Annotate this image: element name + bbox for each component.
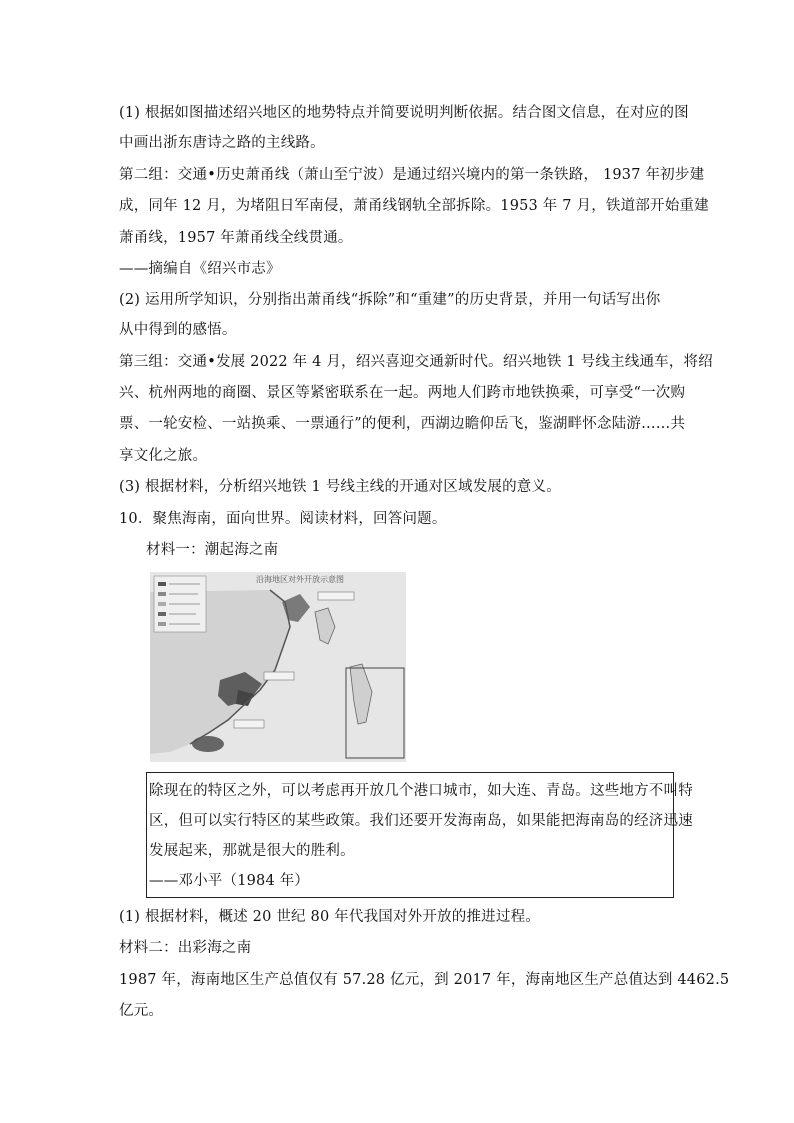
group-2-line-1: 第二组：交通•历史萧甬线（萧山至宁波）是通过绍兴境内的第一条铁路， 1937 年初步建 [119, 167, 705, 183]
question-10-stem: 10．聚焦海南，面向世界。阅读材料，回答问题。 [119, 511, 447, 527]
group-2-line-3: 萧甬线，1957 年萧甬线全线贯通。 [119, 230, 353, 246]
group-3-line-4: 享文化之旅。 [119, 448, 208, 464]
source-citation: ——摘编自《绍兴市志》 [119, 261, 281, 277]
coastal-opening-map [150, 572, 406, 762]
quote-line-2: 区，但可以实行特区的某些政策。我们还要开发海南岛，如果能把海南岛的经济迅速 [149, 813, 693, 829]
question-10-1: (1) 根据材料，概述 20 世纪 80 年代我国对外开放的推进过程。 [119, 909, 540, 925]
question-9-1-line-1: (1) 根据如图描述绍兴地区的地势特点并简要说明判断依据。结合图文信息，在对应的图 [119, 105, 689, 121]
material-2-line-2: 亿元。 [119, 1003, 164, 1019]
group-3-line-1: 第三组：交通•发展 2022 年 4 月，绍兴喜迎交通新时代。绍兴地铁 1 号线主线通车，将绍 [119, 354, 713, 370]
deng-xiaoping-quote-box [146, 772, 693, 898]
group-2-line-2: 成，同年 12 月，为堵阻日军南侵，萧甬线钢轨全部拆除。1953 年 7 月，铁道部开始重建 [119, 198, 709, 214]
material-2-title: 材料二：出彩海之南 [119, 940, 252, 956]
group-3-line-2: 兴、杭州两地的商圈、景区等紧密联系在一起。两地人们跨市地铁换乘，可享受“一次购 [119, 385, 686, 401]
material-1-title: 材料一：潮起海之南 [146, 542, 279, 558]
quote-attribution: ——邓小平（1984 年） [149, 873, 310, 889]
quote-line-1: 除现在的特区之外，可以考虑再开放几个港口城市，如大连、青岛。这些地方不叫特 [149, 783, 693, 799]
question-9-1-line-2: 中画出浙东唐诗之路的主线路。 [119, 135, 325, 151]
question-9-2-line-1: (2) 运用所学知识，分别指出萧甬线“拆除”和“重建”的历史背景，并用一句话写出你 [119, 292, 661, 308]
question-9-2-line-2: 从中得到的感悟。 [119, 322, 237, 338]
quote-line-3: 发展起来，那就是很大的胜利。 [149, 843, 355, 859]
group-3-line-3: 票、一轮安检、一站换乘、一票通行”的便利，西湖边瞻仰岳飞，鉴湖畔怀念陆游……共 [119, 416, 686, 432]
map-title: 沿海地区对外开放示意图 [256, 575, 344, 584]
question-9-3: (3) 根据材料，分析绍兴地铁 1 号线主线的开通对区域发展的意义。 [119, 479, 561, 495]
material-2-line-1: 1987 年，海南地区生产总值仅有 57.28 亿元，到 2017 年，海南地区生产总值达到 4462.5 [119, 972, 730, 988]
